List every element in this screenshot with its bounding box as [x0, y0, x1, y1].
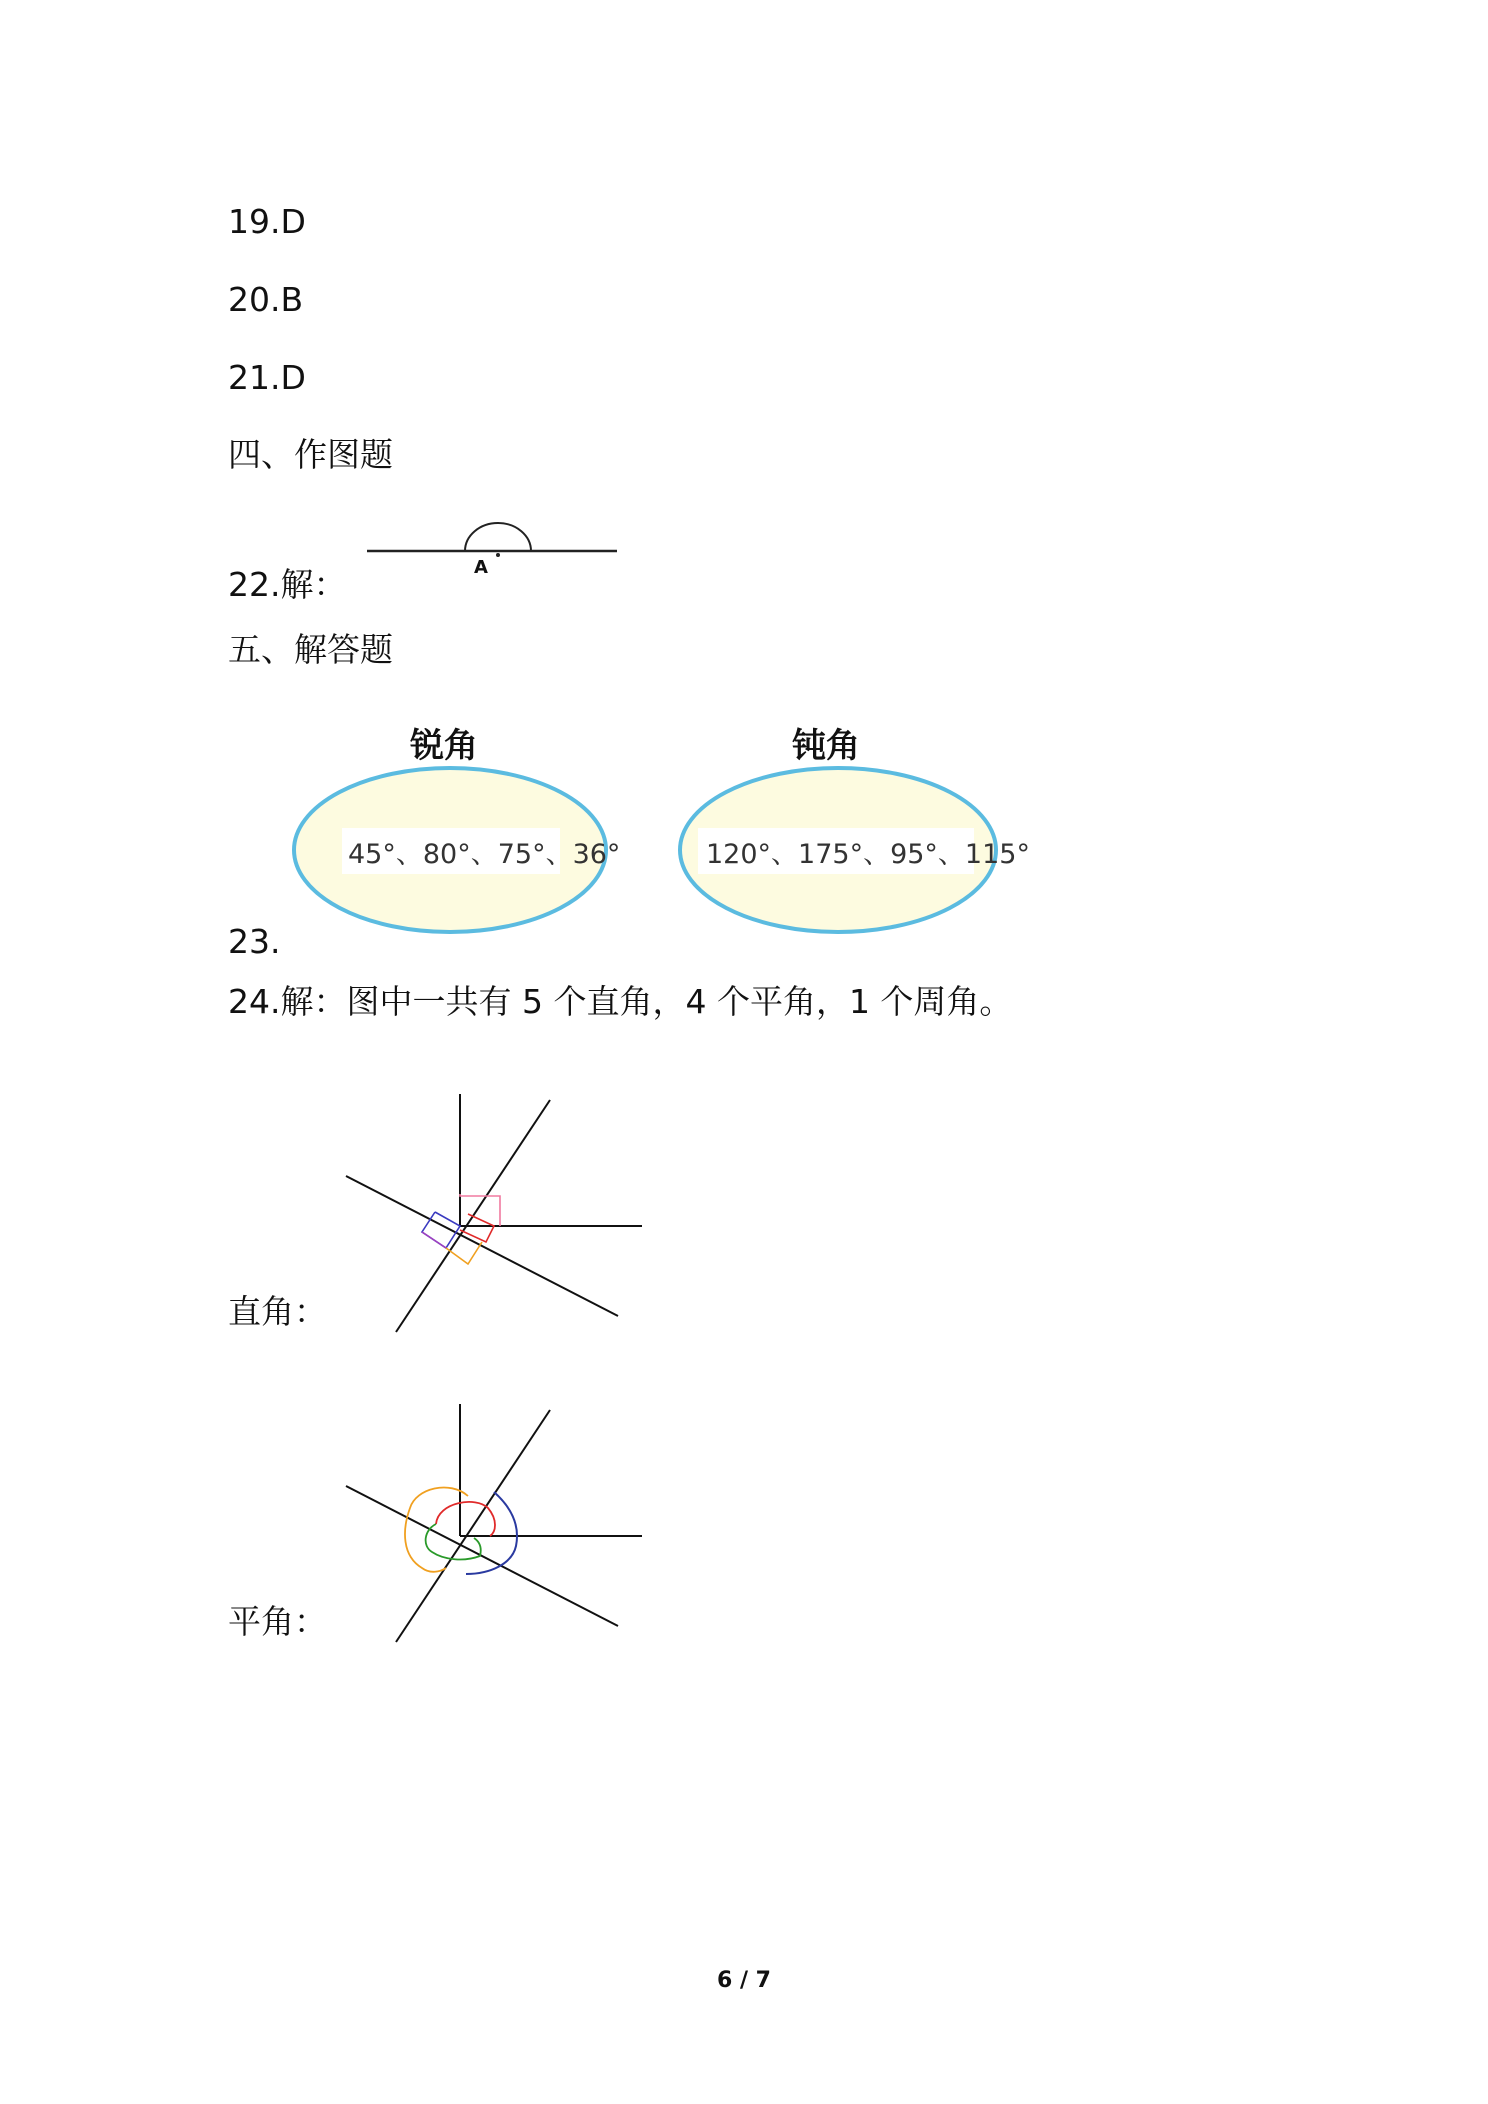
obtuse-values: 120°、175°、95°、115° — [706, 839, 1030, 870]
acute-values: 45°、80°、75°、36° — [348, 839, 621, 870]
answer-20: 20.B — [228, 280, 304, 319]
answer-19: 19.D — [228, 202, 306, 241]
q24-text: 24.解：图中一共有 5 个直角，4 个平角，1 个周角。 — [228, 982, 1013, 1021]
answer-21: 21.D — [228, 358, 306, 397]
section-4-heading: 四、作图题 — [228, 435, 393, 474]
q22-label: 22.解： — [228, 565, 347, 604]
right-angle-label: 直角： — [228, 1292, 327, 1331]
obtuse-title: 钝角 — [792, 726, 860, 766]
acute-title: 锐角 — [410, 726, 478, 766]
point-a-label: A — [474, 557, 488, 578]
q23-label: 23. — [228, 922, 281, 961]
straight-angle-label: 平角： — [228, 1602, 327, 1641]
straight-angle-figure — [340, 1396, 650, 1650]
section-5-heading: 五、解答题 — [228, 630, 393, 669]
right-angle-figure — [340, 1086, 650, 1340]
q22-figure — [365, 515, 625, 587]
page-number: 6 / 7 — [717, 1968, 771, 1993]
